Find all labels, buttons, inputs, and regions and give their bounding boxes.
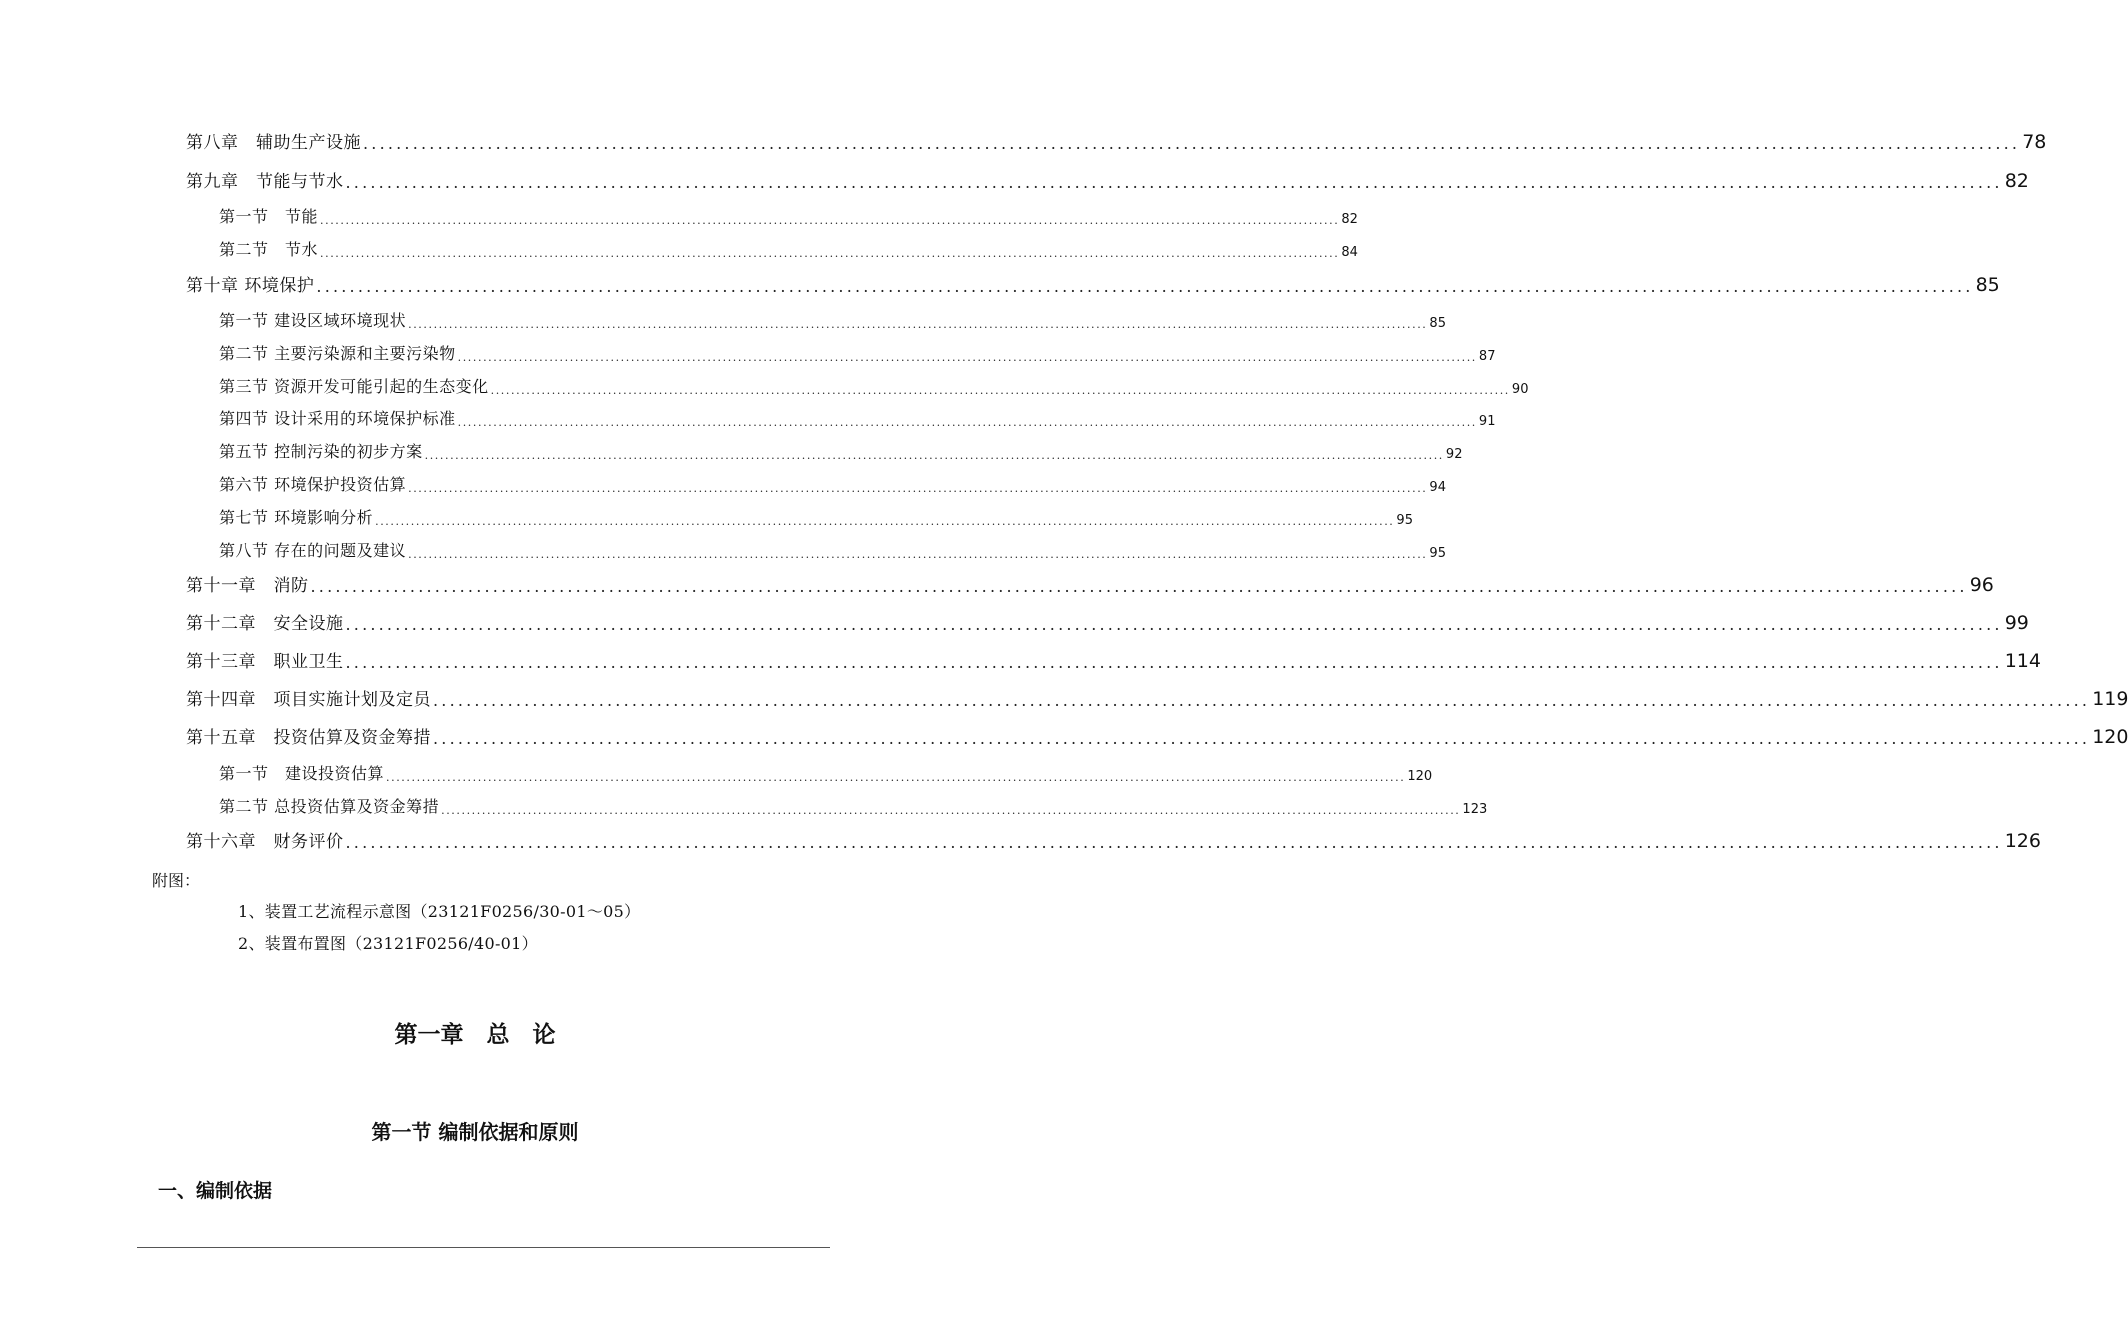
appendix-label: 附图： xyxy=(152,871,201,890)
toc-entry-title: 第七节 环境影响分析 xyxy=(219,508,374,527)
toc-entry-title: 第十六章 财务评价 xyxy=(186,832,344,852)
toc-leader-dots: ........................................................................................................................................................................................................ xyxy=(490,384,1510,397)
toc-leader-dots: ........................................................................................................................................................................................................ xyxy=(345,653,2003,672)
toc-leader-dots: ........................................................................................................................................................................................................ xyxy=(408,318,1428,331)
toc-entry-title: 第四节 设计采用的环境保护标准 xyxy=(219,409,456,428)
toc-entry[interactable] xyxy=(186,685,2128,710)
appendix-item[interactable]: 1、装置工艺流程示意图（23121F0256/30-01～05） xyxy=(238,902,641,921)
toc-entry[interactable] xyxy=(186,827,2041,852)
toc-leader-dots: ........................................................................................................................................................................................................ xyxy=(441,804,1461,817)
toc-entry-page: 92 xyxy=(1445,447,1463,462)
toc-leader-dots: ........................................................................................................................................................................................................ xyxy=(320,247,1340,260)
toc-leader-dots: ........................................................................................................................................................................................................ xyxy=(320,214,1340,227)
toc-entry-page: 85 xyxy=(1975,274,2000,296)
section-heading: 第一节 编制依据和原则 xyxy=(371,1120,579,1144)
toc-entry-title: 第二节 主要污染源和主要污染物 xyxy=(219,344,456,363)
toc-entry[interactable] xyxy=(186,647,2041,672)
toc-entry-page: 120 xyxy=(1407,769,1433,784)
toc-entry[interactable] xyxy=(219,204,1358,227)
toc-entry-title: 第八章 辅助生产设施 xyxy=(186,133,361,153)
toc-entry[interactable] xyxy=(186,609,2029,634)
toc-entry[interactable] xyxy=(219,761,1433,784)
toc-leader-dots: ........................................................................................................................................................................................................ xyxy=(386,771,1406,784)
toc-entry[interactable] xyxy=(219,472,1446,495)
toc-entry-title: 第一节 建设投资估算 xyxy=(219,764,385,783)
toc-entry-title: 第十一章 消防 xyxy=(186,576,309,596)
toc-entry-title: 第二节 节水 xyxy=(219,240,319,259)
toc-leader-dots: ........................................................................................................................................................................................................ xyxy=(457,351,1477,364)
toc-entry-page: 99 xyxy=(2004,612,2029,634)
toc-entry[interactable] xyxy=(219,374,1529,397)
toc-entry-title: 第十三章 职业卫生 xyxy=(186,652,344,672)
toc-entry-page: 90 xyxy=(1511,382,1529,397)
toc-entry-title: 第九章 节能与节水 xyxy=(186,172,344,192)
toc-entry[interactable] xyxy=(219,505,1413,528)
toc-entry-page: 120 xyxy=(2092,726,2128,748)
toc-entry[interactable] xyxy=(219,794,1488,817)
toc-entry-title: 第八节 存在的问题及建议 xyxy=(219,541,407,560)
toc-entry-title: 第三节 资源开发可能引起的生态变化 xyxy=(219,377,489,396)
toc-entry-page: 95 xyxy=(1396,513,1413,528)
toc-leader-dots: ........................................................................................................................................................................................................ xyxy=(433,691,2091,710)
toc-leader-dots: ........................................................................................................................................................................................................ xyxy=(433,729,2091,748)
toc-leader-dots: ........................................................................................................................................................................................................ xyxy=(375,515,1395,528)
toc-entry-page: 82 xyxy=(2004,170,2029,192)
toc-entry-page: 114 xyxy=(2004,650,2041,672)
toc-leader-dots: ........................................................................................................................................................................................................ xyxy=(408,548,1428,561)
toc-entry-page: 96 xyxy=(1969,574,1994,596)
toc-leader-dots: ........................................................................................................................................................................................................ xyxy=(345,173,2003,192)
toc-entry[interactable] xyxy=(186,271,2000,296)
appendix-item[interactable]: 2、装置布置图（23121F0256/40-01） xyxy=(238,934,538,953)
toc-entry-title: 第一节 节能 xyxy=(219,207,319,226)
toc-entry-page: 85 xyxy=(1429,316,1446,331)
toc-entry-page: 82 xyxy=(1341,212,1358,227)
toc-entry-title: 第二节 总投资估算及资金筹措 xyxy=(219,797,440,816)
toc-entry[interactable] xyxy=(219,538,1446,561)
toc-entry-page: 119 xyxy=(2092,688,2128,710)
toc-entry-page: 94 xyxy=(1429,480,1446,495)
toc-entry[interactable] xyxy=(186,571,1994,596)
toc-entry-title: 第十四章 项目实施计划及定员 xyxy=(186,690,431,710)
toc-leader-dots: ........................................................................................................................................................................................................ xyxy=(424,449,1444,462)
toc-leader-dots: ........................................................................................................................................................................................................ xyxy=(345,615,2003,634)
toc-entry-page: 78 xyxy=(2022,131,2047,153)
toc-entry[interactable] xyxy=(219,439,1463,462)
toc-entry-page: 123 xyxy=(1462,802,1488,817)
toc-entry-title: 第十二章 安全设施 xyxy=(186,614,344,634)
toc-entry[interactable] xyxy=(186,167,2029,192)
toc-entry-page: 84 xyxy=(1341,245,1358,260)
toc-entry-title: 第十章 环境保护 xyxy=(186,276,315,296)
toc-entry[interactable] xyxy=(186,128,2047,153)
subsection-heading: 一、编制依据 xyxy=(158,1180,273,1202)
toc-entry-title: 第十五章 投资估算及资金筹措 xyxy=(186,728,431,748)
chapter-heading: 第一章 总 论 xyxy=(394,1022,556,1048)
toc-leader-dots: ........................................................................................................................................................................................................ xyxy=(408,482,1428,495)
toc-leader-dots: ........................................................................................................................................................................................................ xyxy=(316,277,1974,296)
toc-entry[interactable] xyxy=(219,341,1496,364)
toc-entry-page: 91 xyxy=(1478,414,1496,429)
toc-entry[interactable] xyxy=(219,237,1358,260)
toc-leader-dots: ........................................................................................................................................................................................................ xyxy=(345,833,2003,852)
toc-entry[interactable] xyxy=(186,723,2128,748)
toc-entry-title: 第五节 控制污染的初步方案 xyxy=(219,442,423,461)
footer-divider xyxy=(137,1247,830,1248)
toc-entry-title: 第六节 环境保护投资估算 xyxy=(219,475,407,494)
toc-leader-dots: ........................................................................................................................................................................................................ xyxy=(310,577,1968,596)
toc-leader-dots: ........................................................................................................................................................................................................ xyxy=(363,134,2021,153)
toc-entry-title: 第一节 建设区域环境现状 xyxy=(219,311,407,330)
toc-entry-page: 95 xyxy=(1429,546,1446,561)
toc-leader-dots: ........................................................................................................................................................................................................ xyxy=(457,416,1477,429)
toc-entry-page: 87 xyxy=(1478,349,1496,364)
toc-entry[interactable] xyxy=(219,308,1446,331)
toc-entry[interactable] xyxy=(219,406,1496,429)
toc-entry-page: 126 xyxy=(2004,830,2041,852)
